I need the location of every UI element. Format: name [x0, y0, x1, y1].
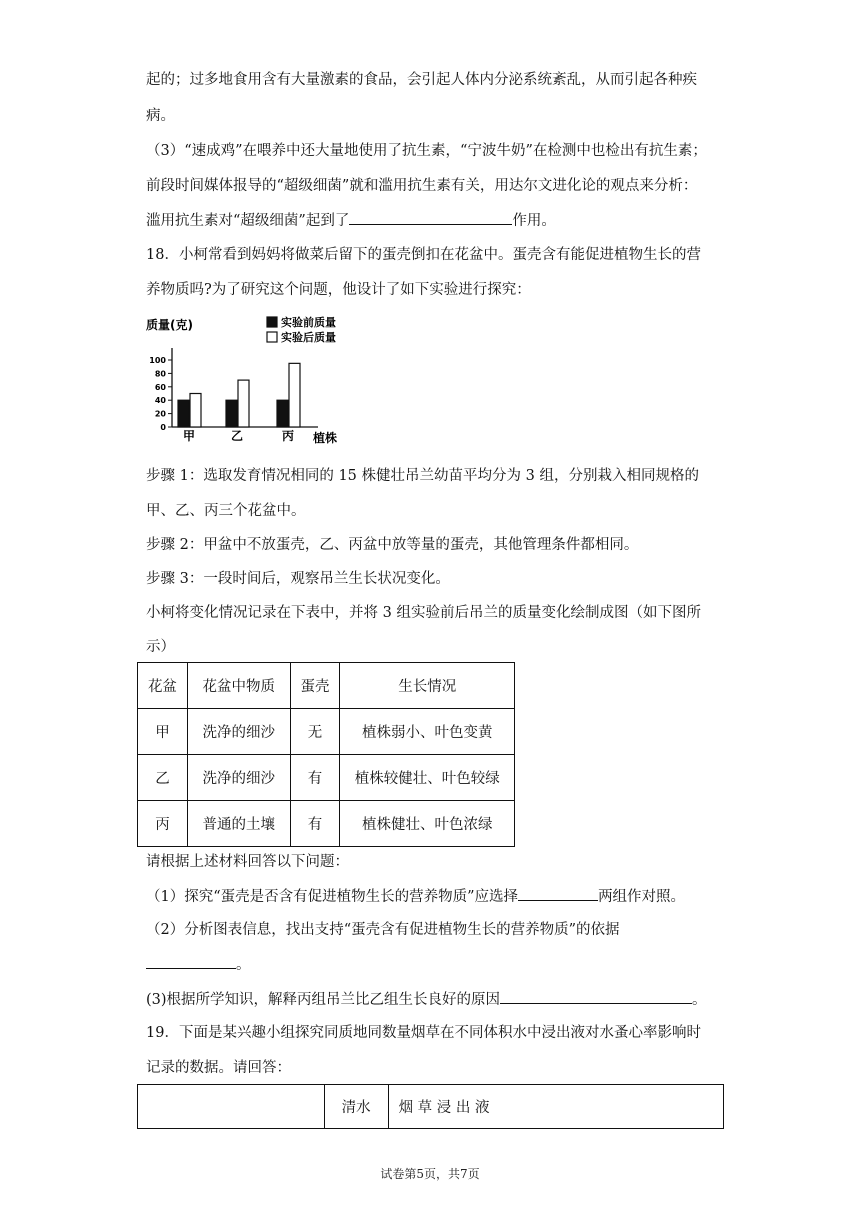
answer-blank[interactable]	[146, 954, 236, 969]
table-row	[138, 755, 515, 801]
table-cell: 洗净的细沙	[187, 709, 290, 755]
text-segment: 。	[236, 957, 251, 973]
answer-blank[interactable]	[349, 210, 512, 225]
legend-label: 实验后质量	[281, 331, 336, 344]
text-line: 记录的数据。请回答：	[146, 1060, 291, 1076]
text-segment: （1）探究“蛋壳是否含有促进植物生长的营养物质”应选择	[146, 889, 519, 905]
table-cell: 洗净的细沙	[187, 755, 290, 801]
tobacco-table	[137, 1084, 724, 1129]
text-segment: 作用。	[512, 213, 556, 229]
question-18-line: 18．小柯常看到妈妈将做菜后留下的蛋壳倒扣在花盆中。蛋壳含有能促进植物生长的营	[146, 247, 701, 263]
step-1-line: 步骤 1：选取发育情况相同的 15 株健壮吊兰幼苗平均分为 3 组，分别栽入相同规格的	[146, 468, 699, 484]
bar-before	[226, 400, 237, 427]
table-cell: 无	[290, 709, 340, 755]
y-tick-label: 60	[154, 382, 166, 392]
table-cell: 有	[290, 755, 340, 801]
x-tick-label: 丙	[281, 429, 295, 443]
text-segment: (3)根据所学知识，解释丙组吊兰比乙组生长良好的原因	[146, 992, 501, 1008]
table-cell: 甲	[138, 709, 188, 755]
step-2-line: 步骤 2：甲盆中不放蛋壳，乙、丙盆中放等量的蛋壳，其他管理条件都相同。	[146, 537, 639, 553]
text-line: 小柯将变化情况记录在下表中，并将 3 组实验前后吊兰的质量变化绘制成图（如下图所	[146, 605, 701, 621]
bars	[178, 363, 300, 427]
x-axis-label: 植株	[313, 431, 338, 445]
experiment-table	[137, 662, 515, 847]
y-tick-label: 20	[154, 409, 166, 419]
legend-label: 实验前质量	[281, 316, 336, 329]
table-cell: 普通的土壤	[187, 801, 290, 847]
text-line: 起的；过多地食用含有大量激素的食品，会引起人体内分泌系统紊乱，从而引起各种疾	[146, 72, 697, 88]
text-line: （3）“速成鸡”在喂养中还大量地使用了抗生素，“宁波牛奶”在检测中也检出有抗生素；	[146, 143, 707, 159]
table-cell: 丙	[138, 801, 188, 847]
table-cell: 有	[290, 801, 340, 847]
text-line: 示）	[146, 639, 175, 655]
header-cell	[138, 1085, 325, 1129]
answer-blank[interactable]	[500, 989, 692, 1004]
bar-before	[277, 400, 288, 427]
table-row	[138, 709, 515, 755]
text-line: 前段时间媒体报导的“超级细菌”就和滥用抗生素有关，用达尔文进化论的观点来分析：	[146, 178, 698, 194]
question-3-line	[146, 989, 707, 1010]
x-ticks	[183, 428, 294, 443]
y-tick-label: 100	[149, 356, 166, 365]
mass-bar-chart	[146, 308, 366, 446]
bar-after	[238, 380, 249, 427]
text-line	[146, 210, 556, 231]
text-line	[146, 954, 251, 975]
text-line: 病。	[146, 108, 175, 124]
legend-swatch	[267, 317, 277, 327]
table-cell: 植株较健壮、叶色较绿	[340, 755, 515, 801]
y-tick-label: 0	[160, 423, 166, 432]
text-segment: 。	[692, 992, 707, 1008]
header-cell: 花盆中物质	[187, 663, 290, 709]
answer-blank[interactable]	[518, 886, 598, 901]
text-line: 养物质吗?为了研究这个问题，他设计了如下实验进行探究：	[146, 282, 531, 298]
table-row	[138, 801, 515, 847]
question-2-line: （2）分析图表信息，找出支持“蛋壳含有促进植物生长的营养物质”的依据	[146, 922, 620, 938]
bar-after	[190, 394, 201, 428]
header-cell: 烟 草 浸 出 液	[388, 1085, 723, 1129]
step-3-line: 步骤 3：一段时间后，观察吊兰生长状况变化。	[146, 571, 450, 587]
x-tick-label: 甲	[182, 429, 196, 443]
table-header-row	[138, 663, 515, 709]
bar-after	[289, 363, 300, 427]
text-segment: 滥用抗生素对“超级细菌”起到了	[146, 213, 350, 229]
legend-swatch	[267, 332, 277, 342]
text-line: 甲、乙、丙三个花盆中。	[146, 503, 306, 519]
y-tick-label: 80	[154, 369, 166, 379]
table-cell: 乙	[138, 755, 188, 801]
question-19-line: 19．下面是某兴趣小组探究同质地同数量烟草在不同体积水中浸出液对水蚤心率影响时	[146, 1025, 701, 1041]
x-tick-label: 乙	[230, 429, 244, 443]
page-footer: 试卷第5页，共7页	[380, 1167, 480, 1181]
y-ticks	[149, 356, 172, 432]
text-line: 请根据上述材料回答以下问题：	[146, 854, 349, 870]
header-cell: 生长情况	[340, 663, 515, 709]
text-segment: 两组作对照。	[598, 889, 686, 905]
header-cell: 蛋壳	[290, 663, 340, 709]
bar-before	[178, 400, 189, 427]
header-cell: 清水	[324, 1085, 388, 1129]
table-cell: 植株健壮、叶色浓绿	[340, 801, 515, 847]
table-header-row	[138, 1085, 724, 1129]
table-cell: 植株弱小、叶色变黄	[340, 709, 515, 755]
y-tick-label: 40	[154, 396, 166, 406]
header-cell: 花盆	[138, 663, 188, 709]
question-1-line	[146, 886, 685, 907]
chart-legend	[267, 315, 336, 344]
y-axis-label: 质量(克)	[146, 318, 193, 332]
